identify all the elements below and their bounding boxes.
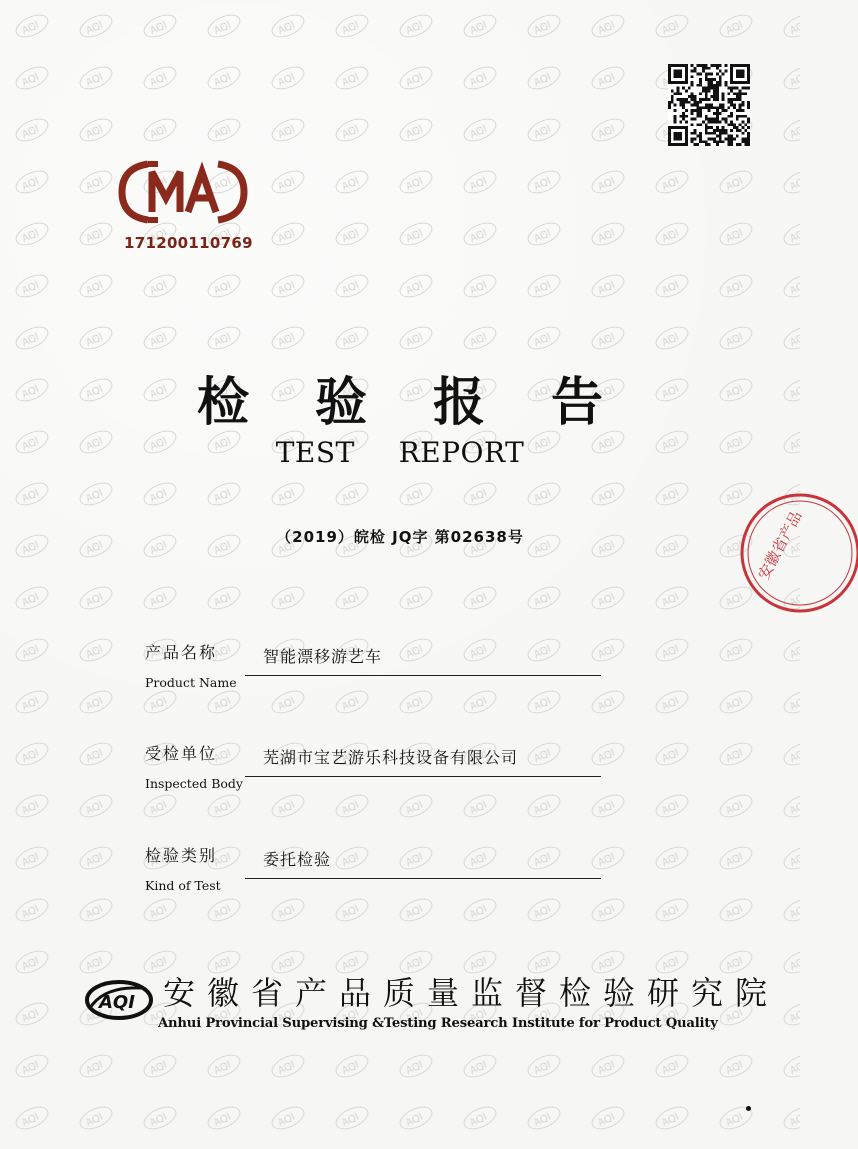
title-char: 报	[433, 373, 486, 433]
title-char: 检	[196, 373, 249, 433]
svg-text:AQI: AQI	[99, 992, 135, 1013]
svg-text:安徽省产品: 安徽省产品	[754, 507, 806, 583]
qr-code	[668, 64, 750, 146]
institute-name-en: Anhui Provincial Supervising &Testing Research Institute for Product Quality	[158, 1016, 718, 1031]
cma-logo	[118, 158, 248, 226]
title-char: 验	[314, 373, 367, 433]
cma-number: 171200110769	[124, 234, 253, 252]
kind-of-test-field	[145, 843, 332, 893]
field-label-en: Product Name	[145, 675, 237, 690]
institute-name-cn: 安徽省产品质量监督检验研究院	[163, 974, 780, 1012]
field-label-cn: 检验类别	[145, 846, 218, 865]
field-value: 芜湖市宝艺游乐科技设备有限公司	[245, 745, 601, 777]
title-char: 告	[551, 373, 604, 433]
product-name-field	[145, 640, 383, 690]
field-value: 委托检验	[245, 847, 601, 879]
page-title-en	[0, 436, 800, 469]
official-seal	[738, 488, 858, 618]
inspected-body-field	[145, 741, 519, 791]
field-label-cn: 产品名称	[145, 643, 218, 662]
title-word: TEST	[275, 436, 355, 469]
report-number: （2019）皖检 JQ字 第02638号	[276, 528, 524, 546]
title-word: REPORT	[398, 436, 525, 469]
field-label-cn: 受检单位	[145, 744, 218, 763]
field-label-en: Inspected Body	[145, 776, 243, 791]
page-mark	[746, 1106, 751, 1111]
field-label-en: Kind of Test	[145, 878, 221, 893]
qr-modules	[668, 64, 750, 146]
aqi-logo	[84, 978, 154, 1022]
page-title-cn	[0, 360, 800, 435]
field-value: 智能漂移游艺车	[245, 644, 601, 676]
